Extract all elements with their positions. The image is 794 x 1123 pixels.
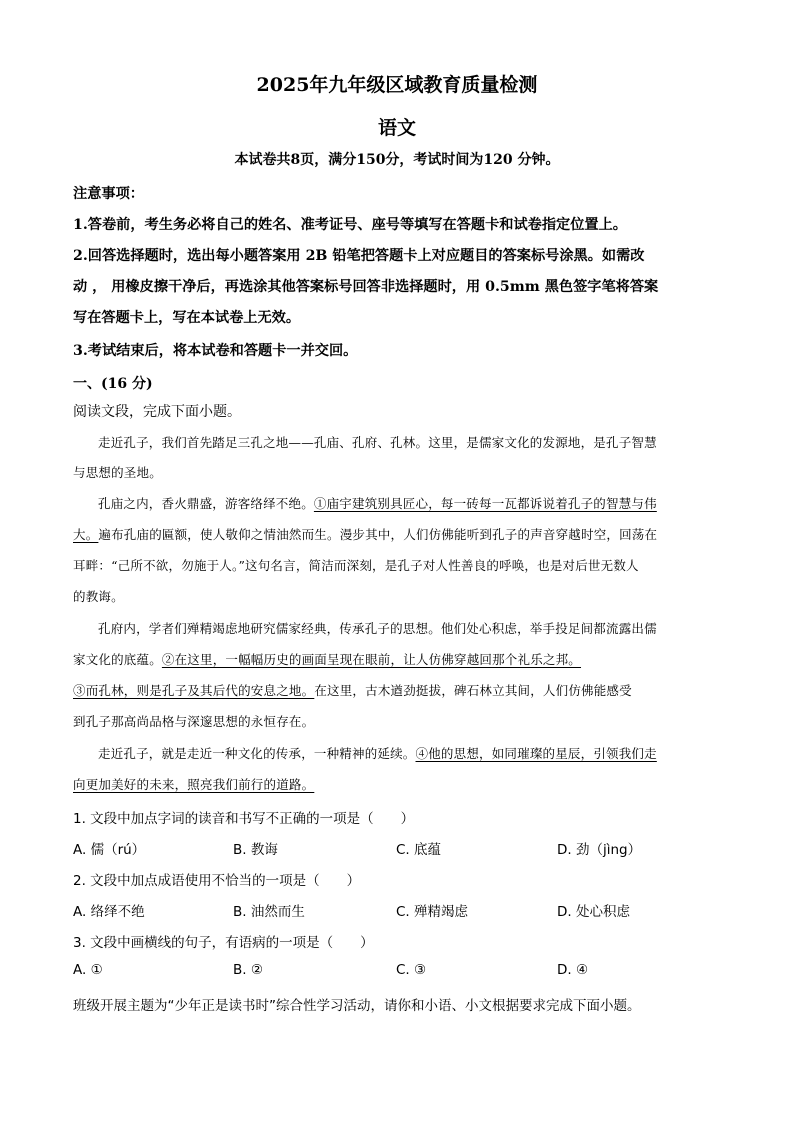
- question-2-option-a[interactable]: A. 络绎不绝: [73, 904, 145, 920]
- question-2-option-b[interactable]: B. 油然而生: [233, 904, 305, 920]
- question-3-option-d[interactable]: D. ④: [557, 962, 589, 978]
- question-1-option-a[interactable]: A. 儒（rú）: [73, 842, 146, 858]
- passage-line: 到孔子那高尚品格与深邃思想的永恒存在。: [73, 714, 315, 729]
- question-2-option-d[interactable]: D. 处心积虑: [557, 904, 630, 920]
- section-instruction: 阅读文段，完成下面小题。: [73, 404, 241, 420]
- question-3-stem: 3. 文段中画横线的句子，有语病的一项是（ ）: [73, 935, 374, 951]
- question-2-option-c[interactable]: C. 殚精竭虑: [396, 904, 469, 920]
- passage-line: 耳畔：“己所不欲，勿施于人。”这句名言，简洁而深刻，是孔子对人性善良的呼唤，也是对后世无数人: [73, 558, 639, 573]
- activity-intro: 班级开展主题为“少年正是读书时”综合性学习活动，请你和小语、小文根据要求完成下面小题。: [73, 998, 641, 1014]
- passage-line: 与思想的圣地。: [73, 465, 162, 480]
- passage-line: 孔庙之内，香火鼎盛，游客络绎不绝。①庙宇建筑别具匠心，每一砖每一瓦都诉说着孔子的智慧与伟: [98, 496, 657, 511]
- underlined-sentence-4: ④他的思想，如同璀璨的星辰，引领我们走: [415, 746, 657, 761]
- question-1-stem: 1. 文段中加点字词的读音和书写不正确的一项是（ ）: [73, 811, 415, 827]
- notice-item-2-line-2: 动 ， 用橡皮擦干净后，再选涂其他答案标号回答非选择题时，用 0.5mm 黑色签字笔将答案: [73, 279, 659, 295]
- passage-line: [73, 775, 716, 793]
- exam-intro: 本试卷共8页，满分150分，考试时间为120 分钟。: [234, 152, 560, 168]
- question-3-option-c[interactable]: C. ③: [396, 962, 427, 978]
- underlined-sentence-1-end: 大。: [73, 527, 99, 542]
- question-3-option-a[interactable]: A. ①: [73, 962, 103, 978]
- passage-line: 孔府内，学者们殚精竭虑地研究儒家经典，传承孔子的思想。他们处心积虑，举手投足间都流露出儒: [98, 621, 657, 636]
- notice-item-2-line-1: 2.回答选择题时，选出每小题答案用 2B 铅笔把答题卡上对应题目的答案标号涂黑。如需改: [73, 248, 645, 264]
- passage-line: 走近孔子，就是走近一种文化的传承，一种精神的延续。④他的思想，如同璀璨的星辰，引领我们走: [98, 746, 657, 761]
- passage-line: 大。遍布孔庙的匾额，使人敬仰之情油然而生。漫步其中，人们仿佛能听到孔子的声音穿越时空，回荡在: [73, 527, 658, 542]
- notice-heading: 注意事项：: [73, 186, 144, 202]
- underlined-sentence-1: ①庙宇建筑别具匠心，每一砖每一瓦都诉说着孔子的智慧与伟: [313, 496, 657, 511]
- question-1-option-d[interactable]: D. 劲（jìng）: [557, 842, 642, 858]
- subject-title: 语文: [377, 117, 416, 139]
- question-1-option-c[interactable]: C. 底蕴: [396, 842, 442, 858]
- notice-item-1: 1.答卷前，考生务必将自己的姓名、准考证号、座号等填写在答题卡和试卷指定位置上。: [73, 217, 627, 233]
- exam-title: 2025年九年级区域教育质量检测: [256, 74, 538, 96]
- underlined-sentence-3: ③而孔林，则是孔子及其后代的安息之地。: [73, 683, 315, 698]
- notice-item-3: 3.考试结束后，将本试卷和答题卡一并交回。: [73, 343, 358, 359]
- question-2-stem: 2. 文段中加点成语使用不恰当的一项是（ ）: [73, 873, 361, 889]
- section-heading: 一、(16 分): [73, 376, 153, 392]
- question-1-option-b[interactable]: B. 教诲: [233, 842, 278, 858]
- notice-item-2-line-3: 写在答题卡上，写在本试卷上无效。: [73, 310, 301, 326]
- passage-line: 家文化的底蕴。②在这里，一幅幅历史的画面呈现在眼前，让人仿佛穿越回那个礼乐之邦。: [73, 652, 582, 667]
- underlined-sentence-2: ②在这里，一幅幅历史的画面呈现在眼前，让人仿佛穿越回那个礼乐之邦。: [161, 652, 582, 667]
- passage-line: 走近孔子，我们首先踏足三孔之地——孔庙、孔府、孔林。这里，是儒家文化的发源地，是孔子智慧: [98, 435, 657, 450]
- passage-line: 的教诲。: [73, 589, 124, 604]
- question-3-option-b[interactable]: B. ②: [233, 962, 263, 978]
- underlined-sentence-4-end: 向更加美好的未来，照亮我们前行的道路。: [73, 777, 315, 792]
- passage-line: ③而孔林，则是孔子及其后代的安息之地。在这里，古木遒劲挺拔，碑石林立其间，人们仿佛能感受: [73, 683, 632, 698]
